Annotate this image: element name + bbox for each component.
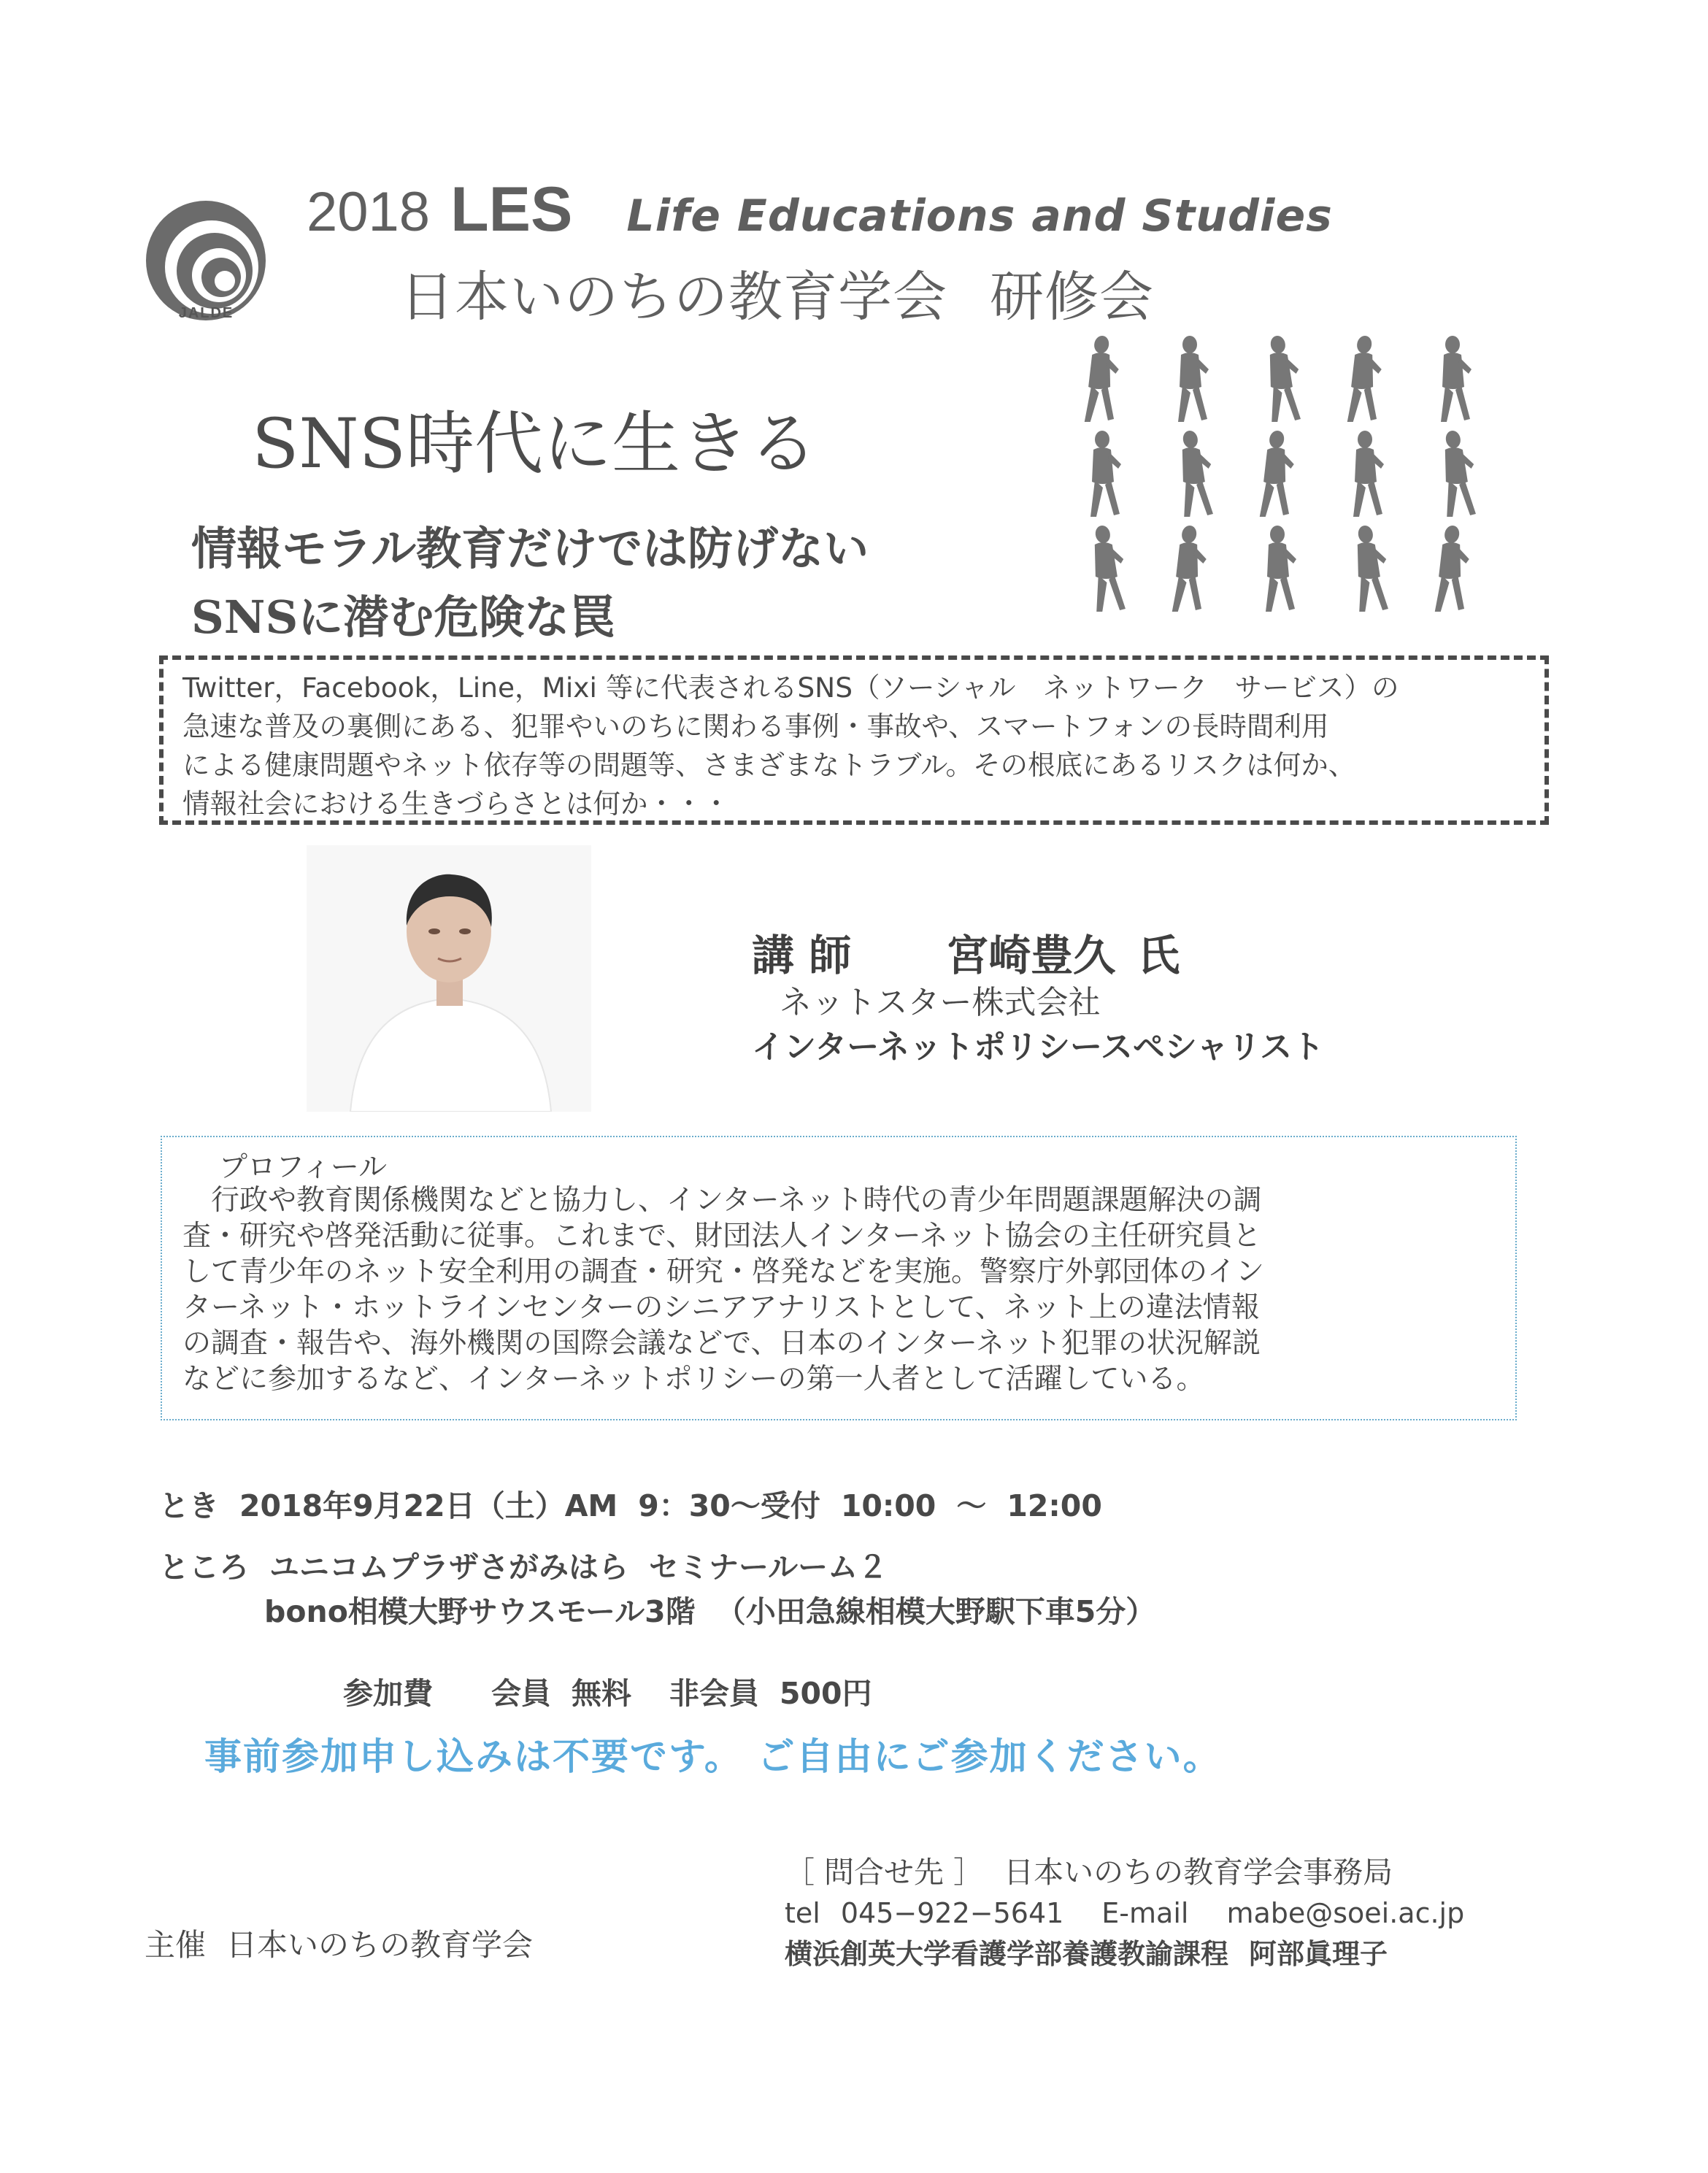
intro-text <box>182 669 1533 823</box>
walking-person-icon <box>1178 431 1215 517</box>
lecturer-label: 講 師 <box>752 931 852 980</box>
seminar-subtitle-line2: SNSに潜む危険な罠 <box>191 591 615 644</box>
tel-number: 045−922−5641 <box>840 1897 1064 1929</box>
where-label: ところ <box>159 1550 249 1585</box>
header-year: 2018 <box>307 181 431 243</box>
walking-person-icon <box>1090 431 1121 517</box>
lecturer-honorific: 氏 <box>1137 931 1180 980</box>
profile-line: の調査・報告や、海外機関の国際会議などで、日本のインターネット犯罪の状況解説 <box>182 1327 1261 1360</box>
header-les: LES <box>450 174 573 245</box>
walking-person-icon <box>1435 526 1472 612</box>
event-end: 12:00 <box>1007 1488 1102 1523</box>
profile-line: 査・研究や啓発活動に従事。これまで、財団法人インターネット協会の主任研究員と <box>182 1220 1261 1253</box>
walking-person-icon <box>1260 431 1296 517</box>
contact-person-row <box>785 1934 1464 1974</box>
contact-dept: 横浜創英大学看護学部養護教諭課程 <box>785 1938 1229 1970</box>
lecturer-photo <box>307 845 591 1112</box>
when-label: とき <box>159 1488 219 1523</box>
organizer-name: 日本いのちの教育学会 <box>226 1927 534 1963</box>
event-range-separator: ～ <box>956 1488 987 1523</box>
event-fee <box>343 1669 872 1712</box>
profile-line: して青少年のネット安全利用の調査・研究・啓発などを実施。警察庁外郭団体のイン <box>182 1255 1265 1288</box>
fee-label: 参加費 <box>343 1676 433 1711</box>
walking-person-icon <box>1347 336 1384 422</box>
email-address[interactable]: mabe@soei.ac.jp <box>1226 1897 1465 1929</box>
lecturer-role: インターネットポリシースペシャリスト <box>752 1028 1325 1066</box>
lecturer-company: ネットスター株式会社 <box>780 984 1101 1021</box>
organizer <box>145 1921 533 1965</box>
intro-line: による健康問題やネット依存等の問題等、さまざまなトラブル。その根底にあるリスクは何か、 <box>182 749 1356 781</box>
registration-notice: 事前参加申し込みは不要です。 ご自由にご参加ください。 <box>204 1736 1222 1779</box>
event-date: 2018年9月22日（土）AM <box>239 1488 618 1523</box>
organizer-label: 主催 <box>145 1927 207 1963</box>
walking-person-icon <box>1353 431 1384 517</box>
contact-person: 阿部眞理子 <box>1249 1938 1388 1970</box>
event-where <box>159 1543 888 1586</box>
header-english-name: Life Educations and Studies <box>626 191 1333 242</box>
member-label: 会員 <box>491 1676 551 1711</box>
event-access: （小田急線相模大野駅下車5分） <box>715 1594 1156 1629</box>
intro-line: Twitter，Facebook，Line，Mixi 等に代表されるSNS（ソーシャル ネットワーク サービス）の <box>182 672 1399 704</box>
seminar-subtitle-line1: 情報モラル教育だけでは防げない <box>191 522 869 575</box>
intro-line: 急速な普及の裏側にある、犯罪やいのちに関わる事例・事故や、スマートフォンの長時間利用 <box>182 710 1329 742</box>
logo-caption: JALDE <box>178 305 234 321</box>
lecturer-heading <box>752 921 1180 982</box>
walking-person-icon <box>1172 526 1209 612</box>
event-room: セミナールーム２ <box>649 1550 888 1585</box>
event-reception: 9：30～受付 <box>638 1488 820 1523</box>
profile-line: などに参加するなど、インターネットポリシーの第一人者として活躍している。 <box>182 1363 1205 1396</box>
contact-details-row <box>785 1893 1464 1934</box>
walking-person-icon <box>1266 526 1296 612</box>
contact-label: ［ 問合せ先 ］ <box>785 1855 984 1890</box>
header-org-title: 日本いのちの教育学会 <box>400 266 947 328</box>
nonmember-fee: 500円 <box>780 1676 872 1711</box>
email-label: E-mail <box>1101 1897 1189 1929</box>
walking-person-icon <box>1441 431 1477 517</box>
contact-org: 日本いのちの教育学会事務局 <box>1004 1855 1393 1890</box>
intro-line: 情報社会における生きづらさとは何か・・・ <box>182 788 730 820</box>
header-line2 <box>400 254 1154 331</box>
walking-person-icon <box>1085 336 1121 422</box>
walking-person-icon <box>1090 526 1127 612</box>
walking-people-silhouettes <box>1051 336 1533 628</box>
event-when <box>159 1482 1102 1525</box>
member-fee: 無料 <box>572 1676 631 1711</box>
event-start: 10:00 <box>840 1488 936 1523</box>
event-address <box>264 1588 1155 1631</box>
contact-block <box>785 1852 1464 1974</box>
profile-line: ターネット・ホットラインセンターのシニアアナリストとして、ネット上の違法情報 <box>182 1291 1260 1324</box>
header-event-type: 研修会 <box>990 266 1154 328</box>
profile-text <box>182 1182 1504 1397</box>
contact-heading-row <box>785 1852 1464 1893</box>
header-line1 <box>307 174 1333 247</box>
event-venue: ユニコムプラザさがみはら <box>269 1550 628 1585</box>
seminar-title: SNS時代に生きる <box>252 404 818 484</box>
walking-person-icon <box>1441 336 1472 422</box>
nonmember-label: 非会員 <box>669 1676 759 1711</box>
profile-heading: プロフィール <box>219 1151 388 1184</box>
walking-person-icon <box>1178 336 1209 422</box>
lecturer-name: 宮崎豊久 <box>946 931 1116 980</box>
tel-label: tel <box>785 1897 820 1929</box>
event-address-text: bono相模大野サウスモール3階 <box>264 1594 696 1629</box>
seminar-subtitle <box>191 515 869 652</box>
walking-person-icon <box>1353 526 1390 612</box>
profile-line: 行政や教育関係機関などと協力し、インターネット時代の青少年問題課題解決の調 <box>182 1184 1262 1217</box>
walking-person-icon <box>1266 336 1302 422</box>
